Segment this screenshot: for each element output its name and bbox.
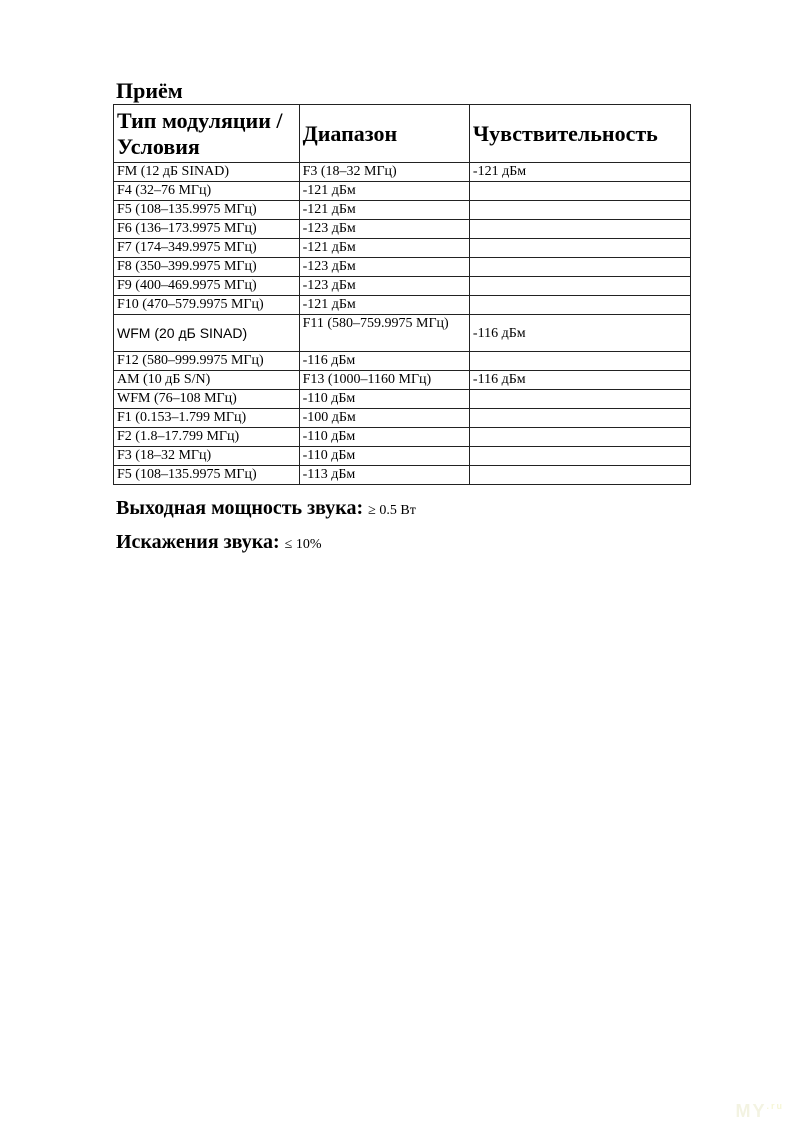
table-cell: F13 (1000–1160 МГц) bbox=[299, 371, 469, 390]
table-cell: F5 (108–135.9975 МГц) bbox=[114, 466, 300, 485]
table-cell bbox=[469, 352, 690, 371]
table-cell: AM (10 дБ S/N) bbox=[114, 371, 300, 390]
audio-power-line bbox=[116, 496, 416, 523]
table-cell: -113 дБм bbox=[299, 466, 469, 485]
table-cell: -121 дБм bbox=[299, 182, 469, 201]
table-cell: WFM (20 дБ SINAD) bbox=[114, 315, 300, 352]
site-watermark bbox=[735, 1101, 784, 1122]
table-cell: F2 (1.8–17.799 МГц) bbox=[114, 428, 300, 447]
table-cell bbox=[469, 466, 690, 485]
table-cell: -121 дБм bbox=[469, 163, 690, 182]
table-cell: WFM (76–108 МГц) bbox=[114, 390, 300, 409]
table-cell: F12 (580–999.9975 МГц) bbox=[114, 352, 300, 371]
watermark-text: MY bbox=[735, 1101, 767, 1121]
audio-distortion-value: ≤ 10% bbox=[284, 537, 322, 552]
table-header-row bbox=[114, 105, 691, 163]
table-cell: -121 дБм bbox=[299, 296, 469, 315]
table-cell: -100 дБм bbox=[299, 409, 469, 428]
table-cell: F3 (18–32 МГц) bbox=[299, 163, 469, 182]
audio-power-label: Выходная мощность звука: bbox=[116, 497, 364, 519]
table-row bbox=[114, 352, 691, 371]
table-cell: -121 дБм bbox=[299, 201, 469, 220]
table-cell: -116 дБм bbox=[469, 315, 690, 352]
watermark-suffix: .ru bbox=[766, 1101, 784, 1111]
table-cell bbox=[469, 182, 690, 201]
table-cell: F6 (136–173.9975 МГц) bbox=[114, 220, 300, 239]
table-row bbox=[114, 220, 691, 239]
audio-distortion-label: Искажения звука: bbox=[116, 531, 280, 553]
table-row bbox=[114, 201, 691, 220]
table-cell bbox=[469, 258, 690, 277]
header-sensitivity: Чувствительность bbox=[469, 105, 690, 163]
table-cell: -110 дБм bbox=[299, 390, 469, 409]
table-row bbox=[114, 239, 691, 258]
table-cell: -123 дБм bbox=[299, 258, 469, 277]
table-row bbox=[114, 277, 691, 296]
header-range: Диапазон bbox=[299, 105, 469, 163]
table-cell bbox=[469, 390, 690, 409]
table-row bbox=[114, 258, 691, 277]
table-cell bbox=[469, 409, 690, 428]
table-cell: -121 дБм bbox=[299, 239, 469, 258]
table-row bbox=[114, 428, 691, 447]
table-row bbox=[114, 163, 691, 182]
table-cell: F8 (350–399.9975 МГц) bbox=[114, 258, 300, 277]
table-cell bbox=[469, 428, 690, 447]
table-cell: -123 дБм bbox=[299, 277, 469, 296]
table-row bbox=[114, 447, 691, 466]
table-cell bbox=[469, 447, 690, 466]
table-cell bbox=[469, 277, 690, 296]
table-cell bbox=[469, 201, 690, 220]
table-cell: -110 дБм bbox=[299, 447, 469, 466]
table-cell: -123 дБм bbox=[299, 220, 469, 239]
receive-spec-table bbox=[113, 104, 691, 485]
audio-power-value: ≥ 0.5 Вт bbox=[368, 503, 416, 518]
table-cell bbox=[469, 220, 690, 239]
table-cell: F10 (470–579.9975 МГц) bbox=[114, 296, 300, 315]
table-row bbox=[114, 409, 691, 428]
table-row bbox=[114, 182, 691, 201]
section-title: Приём bbox=[116, 78, 183, 103]
table-cell bbox=[469, 239, 690, 258]
audio-distortion-line bbox=[116, 530, 322, 557]
table-cell: F1 (0.153–1.799 МГц) bbox=[114, 409, 300, 428]
table-cell: -110 дБм bbox=[299, 428, 469, 447]
table-cell: F5 (108–135.9975 МГц) bbox=[114, 201, 300, 220]
table-cell: F3 (18–32 МГц) bbox=[114, 447, 300, 466]
table-cell: F4 (32–76 МГц) bbox=[114, 182, 300, 201]
table-cell bbox=[469, 296, 690, 315]
table-row bbox=[114, 371, 691, 390]
table-cell: FM (12 дБ SINAD) bbox=[114, 163, 300, 182]
table-cell: F7 (174–349.9975 МГц) bbox=[114, 239, 300, 258]
table-cell: F9 (400–469.9975 МГц) bbox=[114, 277, 300, 296]
table-cell: F11 (580–759.9975 МГц) bbox=[299, 315, 469, 352]
table-row bbox=[114, 315, 691, 352]
table-row bbox=[114, 390, 691, 409]
table-cell: -116 дБм bbox=[299, 352, 469, 371]
table-row bbox=[114, 296, 691, 315]
header-modulation: Тип модуляции / Условия bbox=[114, 105, 300, 163]
table-row bbox=[114, 466, 691, 485]
table-cell: -116 дБм bbox=[469, 371, 690, 390]
